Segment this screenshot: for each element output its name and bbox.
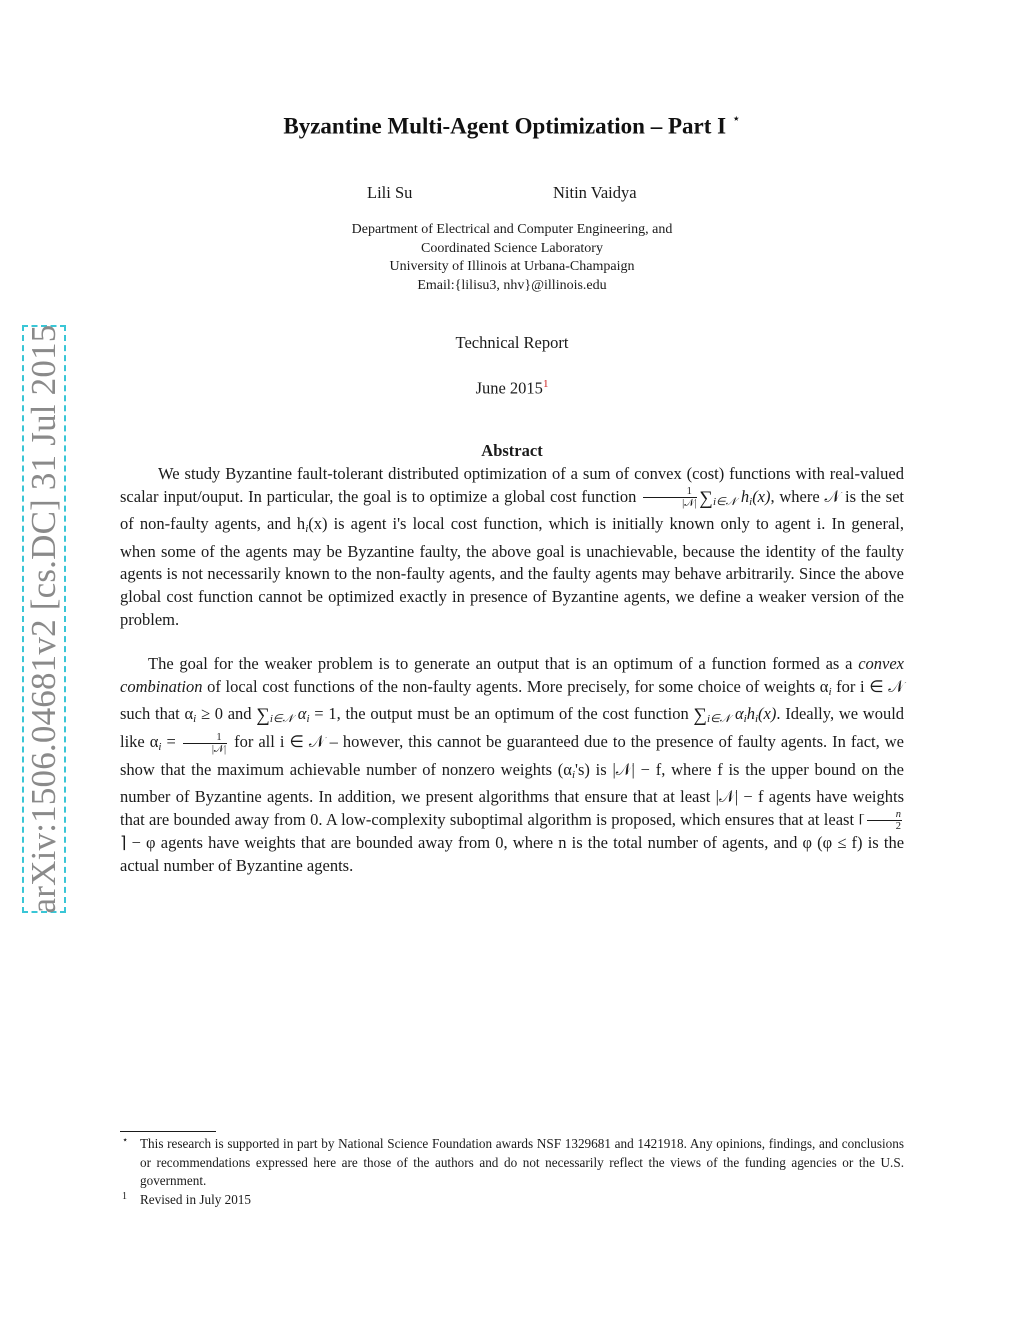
fraction: $\frac{1}{\text{|𝒩|}}$ [183,732,227,755]
author-2: Nitin Vaidya [553,183,637,202]
fraction: $\frac{1}{\text{|𝒩|}}$ [643,486,697,509]
arxiv-id: arXiv:1506.04681v2 [cs.DC] 31 Jul 2015 [24,324,63,914]
footnotes [120,1135,904,1209]
footnote-divider [120,1131,216,1132]
report-type: Technical Report [455,333,569,352]
affiliation-line: University of Illinois at Urbana-Champaign [389,259,635,274]
title-footnote-mark: ⋆ [731,112,741,127]
footnote-text: Revised in July 2015 [140,1191,251,1207]
abstract-body [120,463,904,878]
affiliation-line: Department of Electrical and Computer Engineering, and [351,222,673,237]
arxiv-stamp [22,325,66,913]
affiliation-line: Coordinated Science Laboratory [421,240,603,256]
author-list [0,183,1024,205]
footnote-mark: ⋆ [122,1135,129,1146]
abstract-paragraph-2: The goal for the weaker problem is to generate an output that is an optimum of a function formed as a convex combination of local cost functions of the non-faulty agents. More precisely, for some choice of weights $\alpha_i$ for i ∈ 𝒩 such that $\alpha_i \ge 0$ and $\sum_{i\in 𝒩}$ $\alpha_i = 1$, the output must be an optimum of the cost function $\sum_{i\in 𝒩}$ $\alpha_ih_i(x)$. Ideally, we would like $\alpha_i$ = $\frac{1}{\text{|𝒩|}}$ for all i ∈ 𝒩 – however, this cannot be guaranteed due to the presence of faulty agents. In fact, we show that the maximum achievable number of nonzero weights $(\alpha_i's)$ is |𝒩| − f, where f is the upper bound on the number of Byzantine agents. In addition, we present algorithms that ensure that at least |𝒩| − f agents have weights that are bounded away from 0. A low-complexity suboptimal algorithm is proposed, which ensures that at least ⌈ $\frac{n}{2}$ ⌉ − φ agents have weights that are bounded away from 0, where n is the total number of agents, and φ (φ ≤ f) is the actual number of Byzantine agents. [120,654,905,876]
footnote-funding [120,1135,904,1191]
footnote-mark: 1 [122,1190,127,1202]
author-1: Lili Su [367,183,413,202]
date-text: June 2015 [475,378,543,398]
paper-title [0,113,1024,140]
footnote-text: This research is supported in part by National Science Foundation awards NSF 1329681 and 1421918. Any opinions, findings, and conclusions or recommendations expressed here are those of the authors and do not necessarily reflect the views of the funding agencies or the U.S. government. [140,1136,904,1188]
title-text: Byzantine Multi-Agent Optimization – Part I [283,113,727,139]
abstract-heading: Abstract [481,441,543,460]
date-line [0,378,1024,399]
affiliation-block [0,221,1024,295]
date-footnote-link[interactable]: 1 [542,378,549,390]
footnote-revision [120,1191,904,1210]
fraction: $\frac{n}{2}$ [867,809,902,832]
abstract-paragraph-1: We study Byzantine fault-tolerant distributed optimization of a sum of convex (cost) functions with real-valued scalar input/ouput. In particular, the goal is to optimize a global cost function $\frac{1}{\text{|𝒩|}}$ $\sum_{i\in 𝒩}$ $h_i(x)$, where 𝒩 is the set of non-faulty agents, and $h_i(x)$ is agent i's local cost function, which is initially known only to agent i. In general, when some of the agents may be Byzantine faulty, the above goal is unachievable, because the identity of the faulty agents is not necessarily known to the non-faulty agents, and the faulty agents may behave arbitrarily. Since the above global cost function cannot be optimized exactly in presence of Byzantine agents, we define a weaker version of the problem. [120,464,904,629]
email-line: Email:{lilisu3, nhv}@illinois.edu [417,277,607,293]
